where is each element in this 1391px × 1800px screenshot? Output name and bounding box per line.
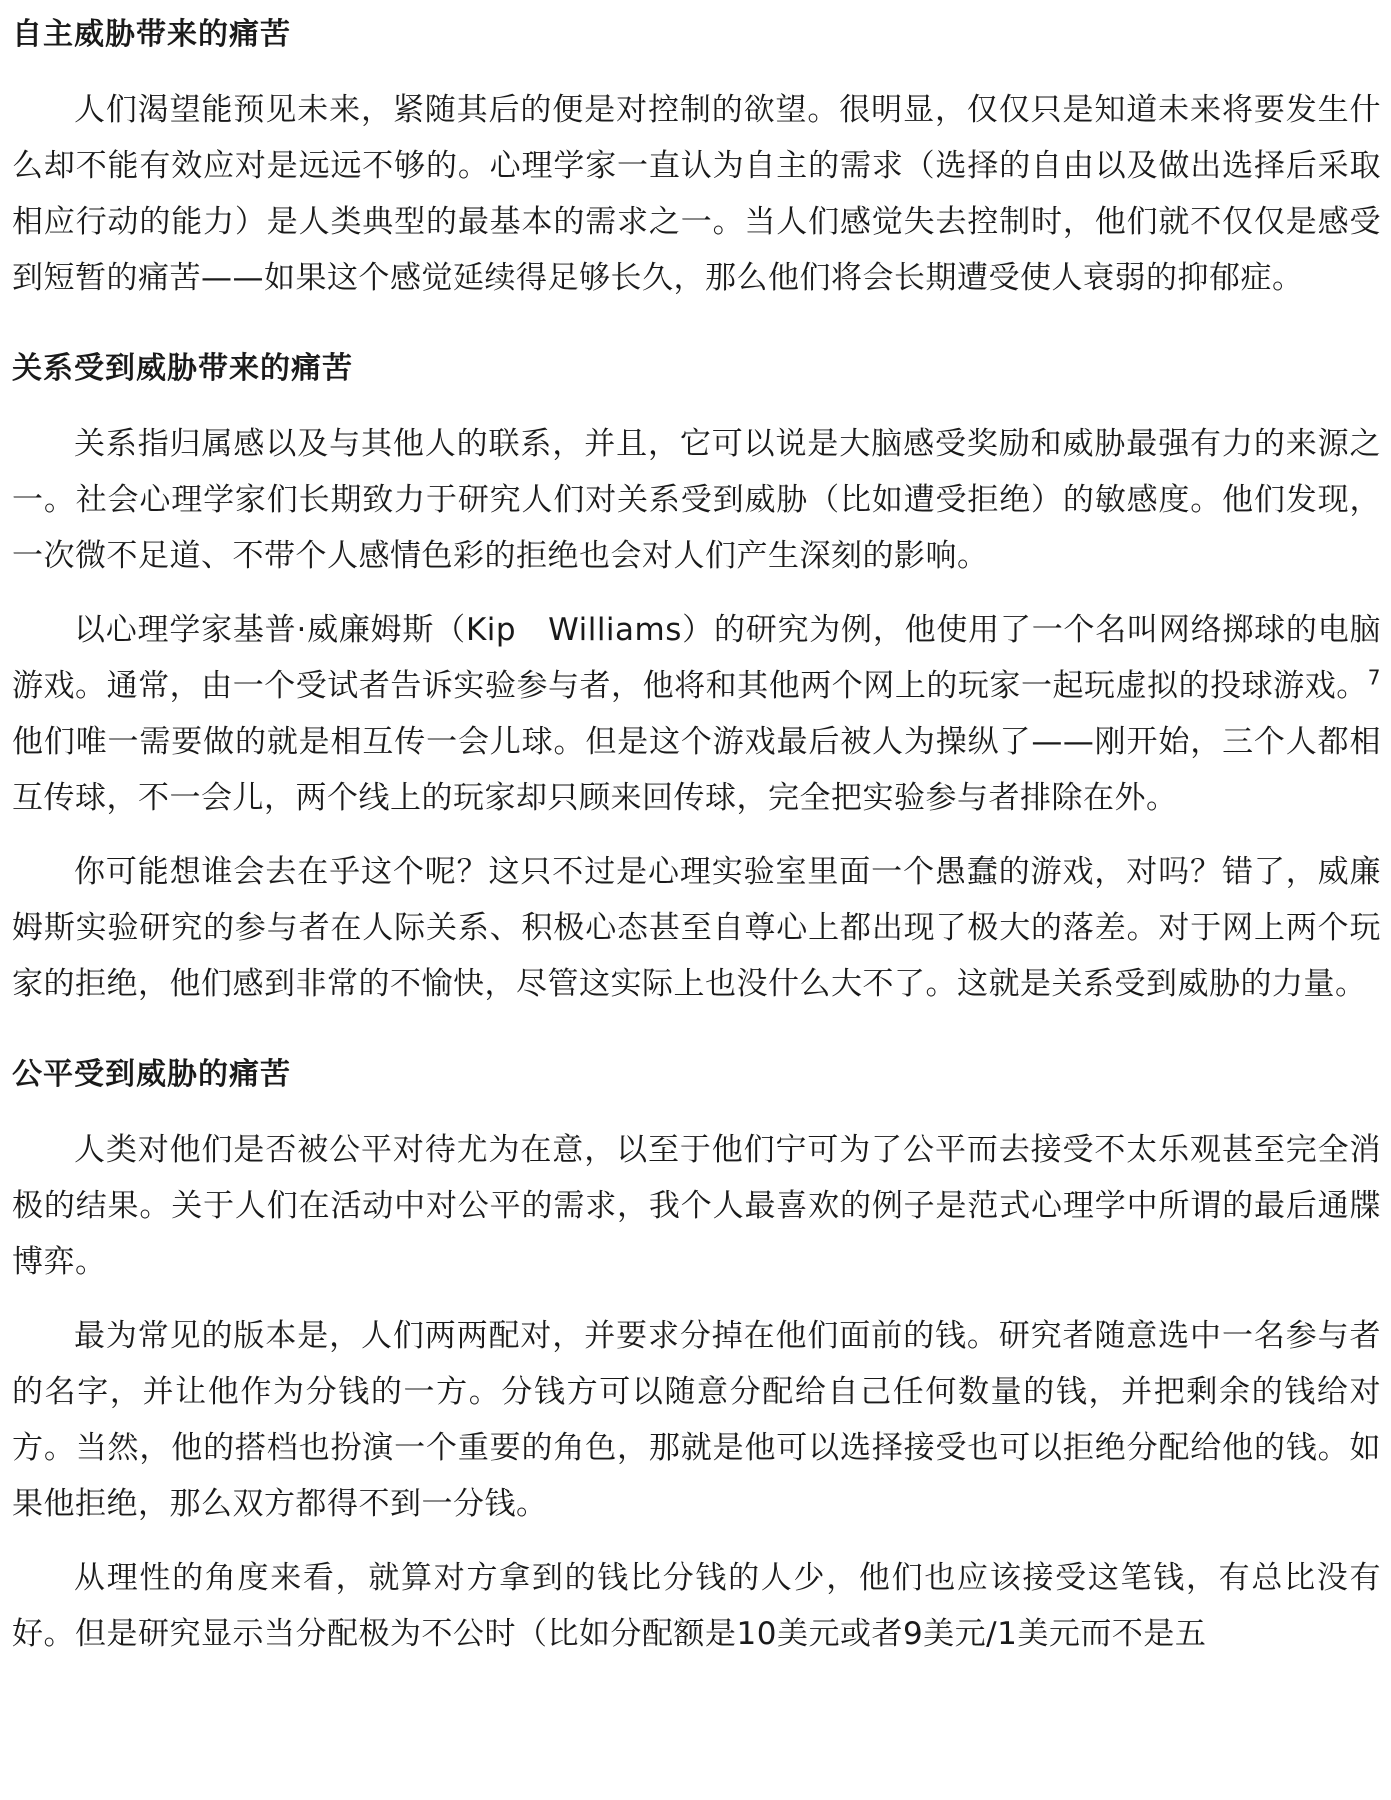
paragraph-williams-study [12, 602, 1381, 826]
section-heading-autonomy: 自主威胁带来的痛苦 [12, 17, 291, 52]
williams-study-text-after: 他们唯一需要做的就是相互传一会儿球。但是这个游戏最后被人为操纵了——刚开始，三个人都相互传球，不一会儿，两个线上的玩家却只顾来回传球，完全把实验参与者排除在外。 [12, 724, 1381, 816]
paragraph-relatedness-intro: 关系指归属感以及与其他人的联系，并且，它可以说是大脑感受奖励和威胁最强有力的来源之一。社会心理学家们长期致力于研究人们对关系受到威胁（比如遭受拒绝）的敏感度。他们发现，一次微不足道、不带个人感情色彩的拒绝也会对人们产生深刻的影响。 [12, 426, 1381, 574]
williams-study-text-before: 以心理学家基普·威廉姆斯（Kip Williams）的研究为例，他使用了一个名叫网络掷球的电脑游戏。通常，由一个受试者告诉实验参与者，他将和其他两个网上的玩家一起玩虚拟的投球游戏。 [12, 612, 1381, 704]
paragraph-relatedness-power: 你可能想谁会去在乎这个呢？这只不过是心理实验室里面一个愚蠢的游戏，对吗？错了，威廉姆斯实验研究的参与者在人际关系、积极心态甚至自尊心上都出现了极大的落差。对于网上两个玩家的拒绝，他们感到非常的不愉快，尽管这实际上也没什么大不了。这就是关系受到威胁的力量。 [12, 854, 1381, 1002]
section-heading-relatedness: 关系受到威胁带来的痛苦 [12, 351, 353, 386]
section-heading-fairness: 公平受到威胁的痛苦 [12, 1057, 291, 1092]
paragraph-autonomy: 人们渴望能预见未来，紧随其后的便是对控制的欲望。很明显，仅仅只是知道未来将要发生什么却不能有效应对是远远不够的。心理学家一直认为自主的需求（选择的自由以及做出选择后采取相应行动的能力）是人类典型的最基本的需求之一。当人们感觉失去控制时，他们就不仅仅是感受到短暂的痛苦——如果这个感觉延续得足够长久，那么他们将会长期遭受使人衰弱的抑郁症。 [12, 92, 1381, 296]
paragraph-ultimatum-game: 最为常见的版本是，人们两两配对，并要求分掉在他们面前的钱。研究者随意选中一名参与者的名字，并让他作为分钱的一方。分钱方可以随意分配给自己任何数量的钱，并把剩余的钱给对方。当然，他的搭档也扮演一个重要的角色，那就是他可以选择接受也可以拒绝分配给他的钱。如果他拒绝，那么双方都得不到一分钱。 [12, 1318, 1381, 1522]
paragraph-fairness-intro: 人类对他们是否被公平对待尤为在意，以至于他们宁可为了公平而去接受不太乐观甚至完全消极的结果。关于人们在活动中对公平的需求，我个人最喜欢的例子是范式心理学中所谓的最后通牒博弈。 [12, 1132, 1381, 1280]
paragraph-rational-view: 从理性的角度来看，就算对方拿到的钱比分钱的人少，他们也应该接受这笔钱，有总比没有好。但是研究显示当分配极为不公时（比如分配额是10美元或者9美元/1美元而不是五 [12, 1560, 1381, 1652]
footnote-marker[interactable]: 7 [1367, 665, 1381, 690]
